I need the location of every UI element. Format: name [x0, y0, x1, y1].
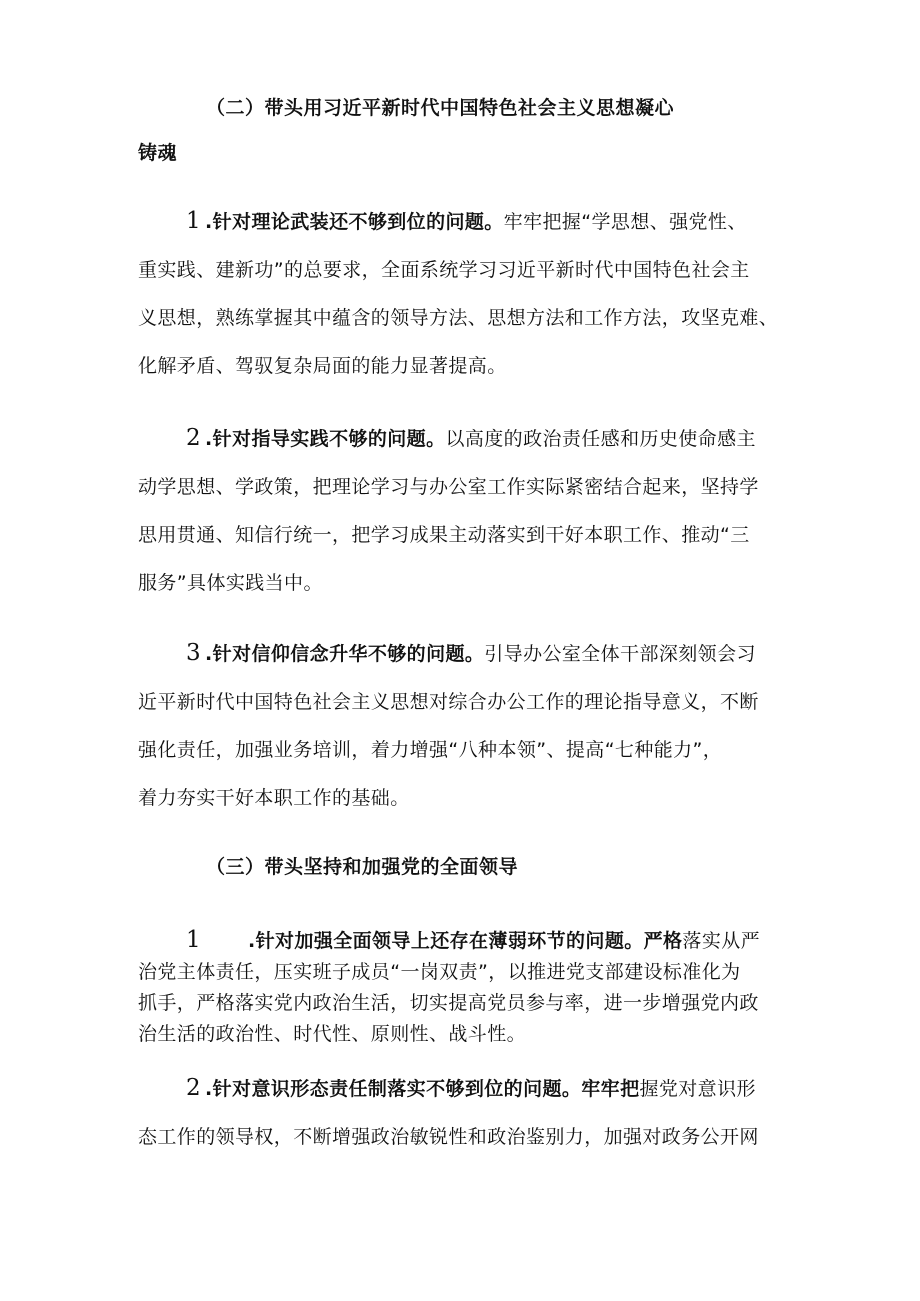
- item-text: 引导办公室全体干部深刻领会习: [484, 643, 756, 665]
- paragraph-2-line-4: 服务”具体实践当中。: [138, 572, 323, 594]
- paragraph-5-line-1: [138, 1064, 798, 1113]
- paragraph-1-line-4: 化解矛盾、驾驭复杂局面的能力显著提高。: [138, 355, 507, 377]
- item-number: 2: [186, 425, 202, 451]
- item-lead: .针对加强全面领导上还存在薄弱环节的问题。严格: [248, 930, 683, 952]
- paragraph-1: [138, 197, 798, 390]
- paragraph-5: [138, 1064, 798, 1161]
- paragraph-4: [138, 925, 798, 1050]
- paragraph-4-line-3: 抓手，严格落实党内政治生活，切实提高党员参与率，进一步增强党内政: [138, 992, 759, 1014]
- item-lead: .针对意识形态责任制落实不够到位的问题。牢牢把: [205, 1078, 640, 1100]
- paragraph-5-line-2: 态工作的领导权，不断增强政治敏锐性和政治鉴别力，加强对政务公开网: [138, 1126, 759, 1148]
- item-number: 3: [186, 640, 202, 666]
- paragraph-2-line-3: 思用贯通、知信行统一，把学习成果主动落实到干好本职工作、推动“三: [138, 524, 750, 546]
- section-heading-2-line1: （二）带头用习近平新时代中国特色社会主义思想凝心: [206, 97, 675, 119]
- paragraph-2-line-2: 动学思想、学政策，把理论学习与办公室工作实际紧密结合起来，坚持学: [138, 476, 759, 498]
- paragraph-4-line-4: 治生活的政治性、时代性、原则性、战斗性。: [138, 1023, 527, 1045]
- item-number: 1: [186, 208, 202, 234]
- paragraph-1-line-1: [138, 197, 798, 246]
- paragraph-3-line-4: 着力夯实干好本职工作的基础。: [138, 787, 410, 809]
- item-number: 2: [186, 1075, 202, 1101]
- item-number: 1: [186, 927, 202, 953]
- item-lead: .针对指导实践不够的问题。: [205, 428, 446, 450]
- item-lead: .针对信仰信念升华不够的问题。: [205, 643, 485, 665]
- item-text: 落实从严: [682, 930, 761, 952]
- item-text: 以高度的政治责任感和历史使命感主: [445, 428, 756, 450]
- paragraph-1-line-2: 重实践、建新功”的总要求，全面系统学习习近平新时代中国特色社会主: [138, 259, 750, 281]
- section-heading-2-line2: 铸魂: [138, 142, 178, 164]
- paragraph-3-line-2: 近平新时代中国特色社会主义思想对综合办公工作的理论指导意义，不断: [138, 691, 759, 713]
- paragraph-2: [138, 414, 798, 607]
- paragraph-3-line-1: [138, 629, 798, 678]
- item-lead: .针对理论武装还不够到位的问题。: [205, 211, 504, 233]
- section-heading-3: （三）带头坚持和加强党的全面领导: [206, 856, 519, 878]
- paragraph-4-line-1: [138, 925, 798, 957]
- item-text: 牢牢把握“学思想、强党性、: [503, 211, 747, 233]
- item-text: 握党对意识形: [639, 1078, 756, 1100]
- paragraph-1-line-3: 义思想，熟练掌握其中蕴含的领导方法、思想方法和工作方法，攻坚克难、: [138, 307, 779, 329]
- paragraph-3-line-3: 强化责任，加强业务培训，着力增强“八种本领”、提高“七种能力”，: [138, 739, 723, 761]
- paragraph-4-line-2: 治党主体责任，压实班子成员“一岗双责”，以推进党支部建设标准化为: [138, 961, 741, 983]
- paragraph-3: [138, 629, 798, 822]
- paragraph-2-line-1: [138, 414, 798, 463]
